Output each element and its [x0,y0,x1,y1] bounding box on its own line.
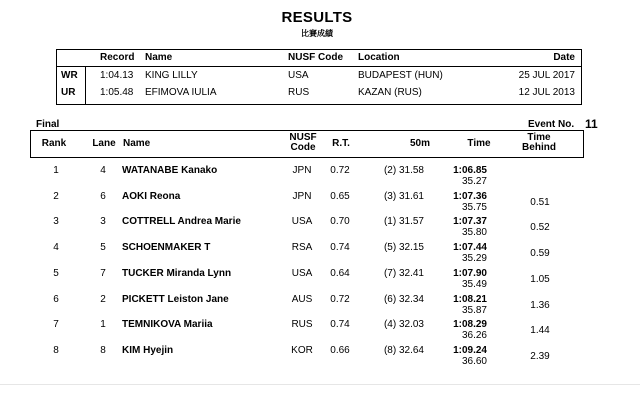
col-50m: 50m [409,138,430,149]
rank-cell: 5 [53,267,59,279]
lane-cell: 7 [100,267,106,279]
result-row [0,343,640,369]
reaction-time-cell: 0.74 [330,242,350,254]
lane-cell: 3 [100,216,106,228]
second-50-cell: 36.26 [461,330,487,342]
split-50m-cell: (8) 32.64 [383,344,424,356]
record-code: USA [288,70,309,81]
athlete-name: PICKETT Leiston Jane [122,293,229,305]
athlete-name: AOKI Reona [122,190,181,202]
col-behind-line2: Behind [522,142,556,153]
record-type: WR [61,70,78,81]
records-header-divider [57,66,581,67]
col-nusf-line2: Code [290,142,316,153]
record-time: 1:04.13 [100,70,134,81]
reaction-time-cell: 0.65 [330,190,350,202]
lane-cell: 8 [100,344,106,356]
record-holder-name: KING LILLY [145,70,198,81]
lane-cell: 2 [100,293,106,305]
final-time-cell: 1:09.24 [453,344,487,356]
result-row [0,214,640,240]
col-nusf-line1: NUSF [289,132,317,143]
final-time-cell: 1:07.37 [453,216,487,228]
nusf-code-cell: AUS [291,293,313,305]
page-subtitle: 比賽成績 [301,29,333,38]
rank-cell: 8 [53,344,59,356]
split-50m-cell: (4) 32.03 [383,319,424,331]
col-rt: R.T. [332,138,350,149]
record-date: 12 JUL 2013 [518,87,575,98]
col-rank: Rank [41,138,67,149]
athlete-name: TUCKER Miranda Lynn [122,267,232,279]
reaction-time-cell: 0.70 [330,216,350,228]
reaction-time-cell: 0.66 [330,344,350,356]
split-50m-cell: (3) 31.61 [383,190,424,202]
split-50m-cell: (6) 32.34 [383,293,424,305]
time-behind-cell: 0.59 [530,248,550,260]
time-behind-cell: 0.51 [530,196,550,208]
page-bottom-rule [0,384,640,385]
result-row [0,240,640,266]
records-column-divider [85,66,86,104]
rank-cell: 2 [53,190,59,202]
result-row [0,163,640,189]
records-col-nusf: NUSF Code [288,52,343,63]
second-50-cell: 35.29 [461,253,487,265]
nusf-code-cell: RUS [291,319,313,331]
lane-cell: 1 [100,319,106,331]
record-location: KAZAN (RUS) [358,87,422,98]
results-header [30,130,584,158]
rank-cell: 7 [53,319,59,331]
col-lane: Lane [92,138,116,149]
records-col-location: Location [358,52,400,63]
records-col-date: Date [553,52,575,63]
nusf-code-cell: JPN [292,165,312,176]
second-50-cell: 35.80 [461,227,487,239]
reaction-time-cell: 0.64 [330,267,350,279]
reaction-time-cell: 0.72 [330,293,350,305]
result-row [0,292,640,318]
record-type: UR [61,87,76,98]
final-time-cell: 1:06.85 [453,165,487,176]
nusf-code-cell: RSA [291,242,313,254]
lane-cell: 5 [100,242,106,254]
athlete-name: COTTRELL Andrea Marie [122,216,241,228]
record-time: 1:05.48 [100,87,134,98]
athlete-name: TEMNIKOVA Mariia [122,319,213,331]
athlete-name: SCHOENMAKER T [122,242,211,254]
col-name: Name [123,138,151,149]
result-row [0,317,640,343]
record-code: RUS [288,87,310,98]
final-time-cell: 1:07.36 [453,190,487,202]
second-50-cell: 35.49 [461,278,487,290]
record-date: 25 JUL 2017 [518,70,575,81]
result-row [0,189,640,215]
nusf-code-cell: USA [291,216,313,228]
records-table [56,49,582,105]
split-50m-cell: (1) 31.57 [383,216,424,228]
record-holder-name: EFIMOVA IULIA [145,87,217,98]
col-time: Time [467,138,491,149]
time-behind-cell: 1.05 [530,273,550,285]
nusf-code-cell: JPN [292,190,312,202]
second-50-cell: 35.27 [461,176,487,187]
second-50-cell: 35.87 [461,304,487,316]
final-label: Final [36,119,60,130]
rank-cell: 4 [53,242,59,254]
reaction-time-cell: 0.72 [330,165,350,176]
nusf-code-cell: USA [291,267,313,279]
athlete-name: KIM Hyejin [122,344,174,356]
lane-cell: 6 [100,190,106,202]
second-50-cell: 36.60 [461,355,487,367]
col-behind-line1: Time [527,132,551,143]
split-50m-cell: (2) 31.58 [383,165,424,176]
event-number: 11 [585,117,598,131]
event-number-label: Event No. [528,119,575,130]
split-50m-cell: (5) 32.15 [383,242,424,254]
page-title: RESULTS [281,9,353,26]
rank-cell: 3 [53,216,59,228]
split-50m-cell: (7) 32.41 [383,267,424,279]
final-time-cell: 1:08.29 [453,319,487,331]
result-row [0,266,640,292]
lane-cell: 4 [100,165,106,176]
nusf-code-cell: KOR [291,344,313,356]
final-time-cell: 1:08.21 [453,293,487,305]
time-behind-cell: 0.52 [530,222,550,234]
time-behind-cell: 1.44 [530,325,550,337]
rank-cell: 1 [53,165,59,176]
final-time-cell: 1:07.90 [453,267,487,279]
final-time-cell: 1:07.44 [453,242,487,254]
time-behind-cell: 2.39 [530,350,550,362]
time-behind-cell: 1.36 [530,299,550,311]
second-50-cell: 35.75 [461,201,487,213]
records-col-record: Record [100,52,135,63]
rank-cell: 6 [53,293,59,305]
records-col-name: Name [145,52,173,63]
reaction-time-cell: 0.74 [330,319,350,331]
athlete-name: WATANABE Kanako [122,165,218,176]
record-location: BUDAPEST (HUN) [358,70,443,81]
